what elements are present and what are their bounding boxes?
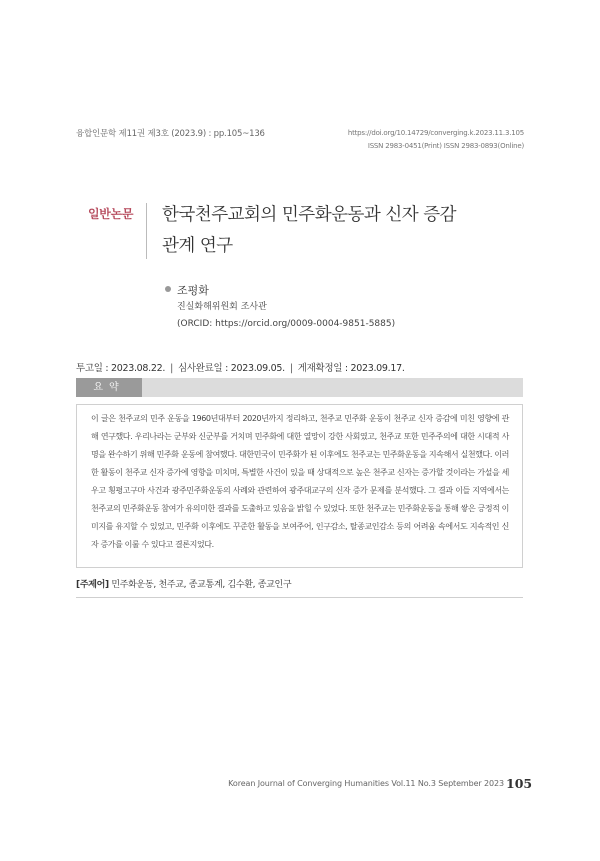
keywords: [76, 577, 291, 590]
title-line-1: 한국천주교회의 민주화운동과 신자 증감: [162, 205, 457, 225]
title-divider: [146, 203, 147, 259]
date-reviewed: 심사완료일 : 2023.09.05.: [178, 363, 285, 374]
article-dates: [76, 360, 405, 374]
author-orcid[interactable]: (ORCID: https://orcid.org/0009-0004-9851-5885): [177, 319, 396, 329]
footer-journal: Korean Journal of Converging Humanities Vol.11 No.3 September 2023: [228, 779, 504, 788]
doi-issn-block: [348, 127, 524, 153]
keywords-text: 민주화운동, 천주교, 종교통계, 김수환, 종교인구: [111, 580, 292, 590]
date-separator: |: [289, 363, 293, 374]
date-separator: |: [170, 363, 173, 374]
keywords-divider: [76, 597, 523, 598]
issn-text: ISSN 2983-0451(Print) ISSN 2983-0893(Online): [367, 142, 524, 150]
abstract-label: 요약: [76, 378, 142, 397]
bullet-icon: [165, 286, 171, 292]
journal-info: 융합인문학 제11권 제3호 (2023.9) : pp.105~136: [76, 129, 265, 139]
author-line: [165, 279, 209, 298]
doi-link[interactable]: https://doi.org/10.14729/converging.k.2023.11.3.105: [347, 129, 524, 137]
article-title: [162, 200, 522, 262]
abstract-header-bar: [76, 378, 523, 397]
date-accepted: 게재확정일 : 2023.09.17.: [297, 363, 405, 374]
keywords-label: [주제어]: [76, 580, 109, 590]
author-affiliation: 진실화해위원회 조사관: [177, 302, 267, 312]
abstract-text: 이 글은 천주교의 민주 운동을 1960년대부터 2020년까지 정리하고, 천주교 민주화 운동이 천주교 신자 증감에 미친 영향에 관해 연구했다. 우리나라는 군부와 신군부를 거치며 민주화에 대한 열망이 강한 사회였고, 천주교 또한 민주주의에 대한 시대적 사명을 완수하기 위해 민주화 운동에 참여했다. 대한민국이 민주화가 된 이후에도 천주교는 민주화운동을 지속해서 실천했다. 이러한 활동이 천주교 신자 증가에 영향을 미치며, 특별한 사건이 있을 때 상대적으로 높은 천주교 신자는 증가할 것이라는 가설을 세우고 횡평고구마 사건과 광주민주화운동의 사례와 관련하여 광주대교구의 신자 증가 문제를 분석했다. 그 결과 이들 지역에서는 천주교의 민주화운동 참여가 유의미한 결과를 도출하고 있음을 밝힐 수 있었다. 또한 천주교는 민주화운동을 통해 쌓은 긍정적 이미지를 유지할 수 있었고, 민주화 이후에도 꾸준한 활동을 보여주어, 인구감소, 탈종교인감소 등의 어려움 속에서도 지속적인 신자 증가를 이룰 수 있다고 결론지었다.: [91, 414, 509, 549]
date-submitted: 투고일 : 2023.08.22.: [76, 363, 166, 374]
author-name: 조평화: [177, 284, 209, 297]
article-category: 일반논문: [88, 207, 134, 221]
title-line-2: 관계 연구: [162, 236, 233, 256]
page-number: 105: [506, 776, 533, 791]
